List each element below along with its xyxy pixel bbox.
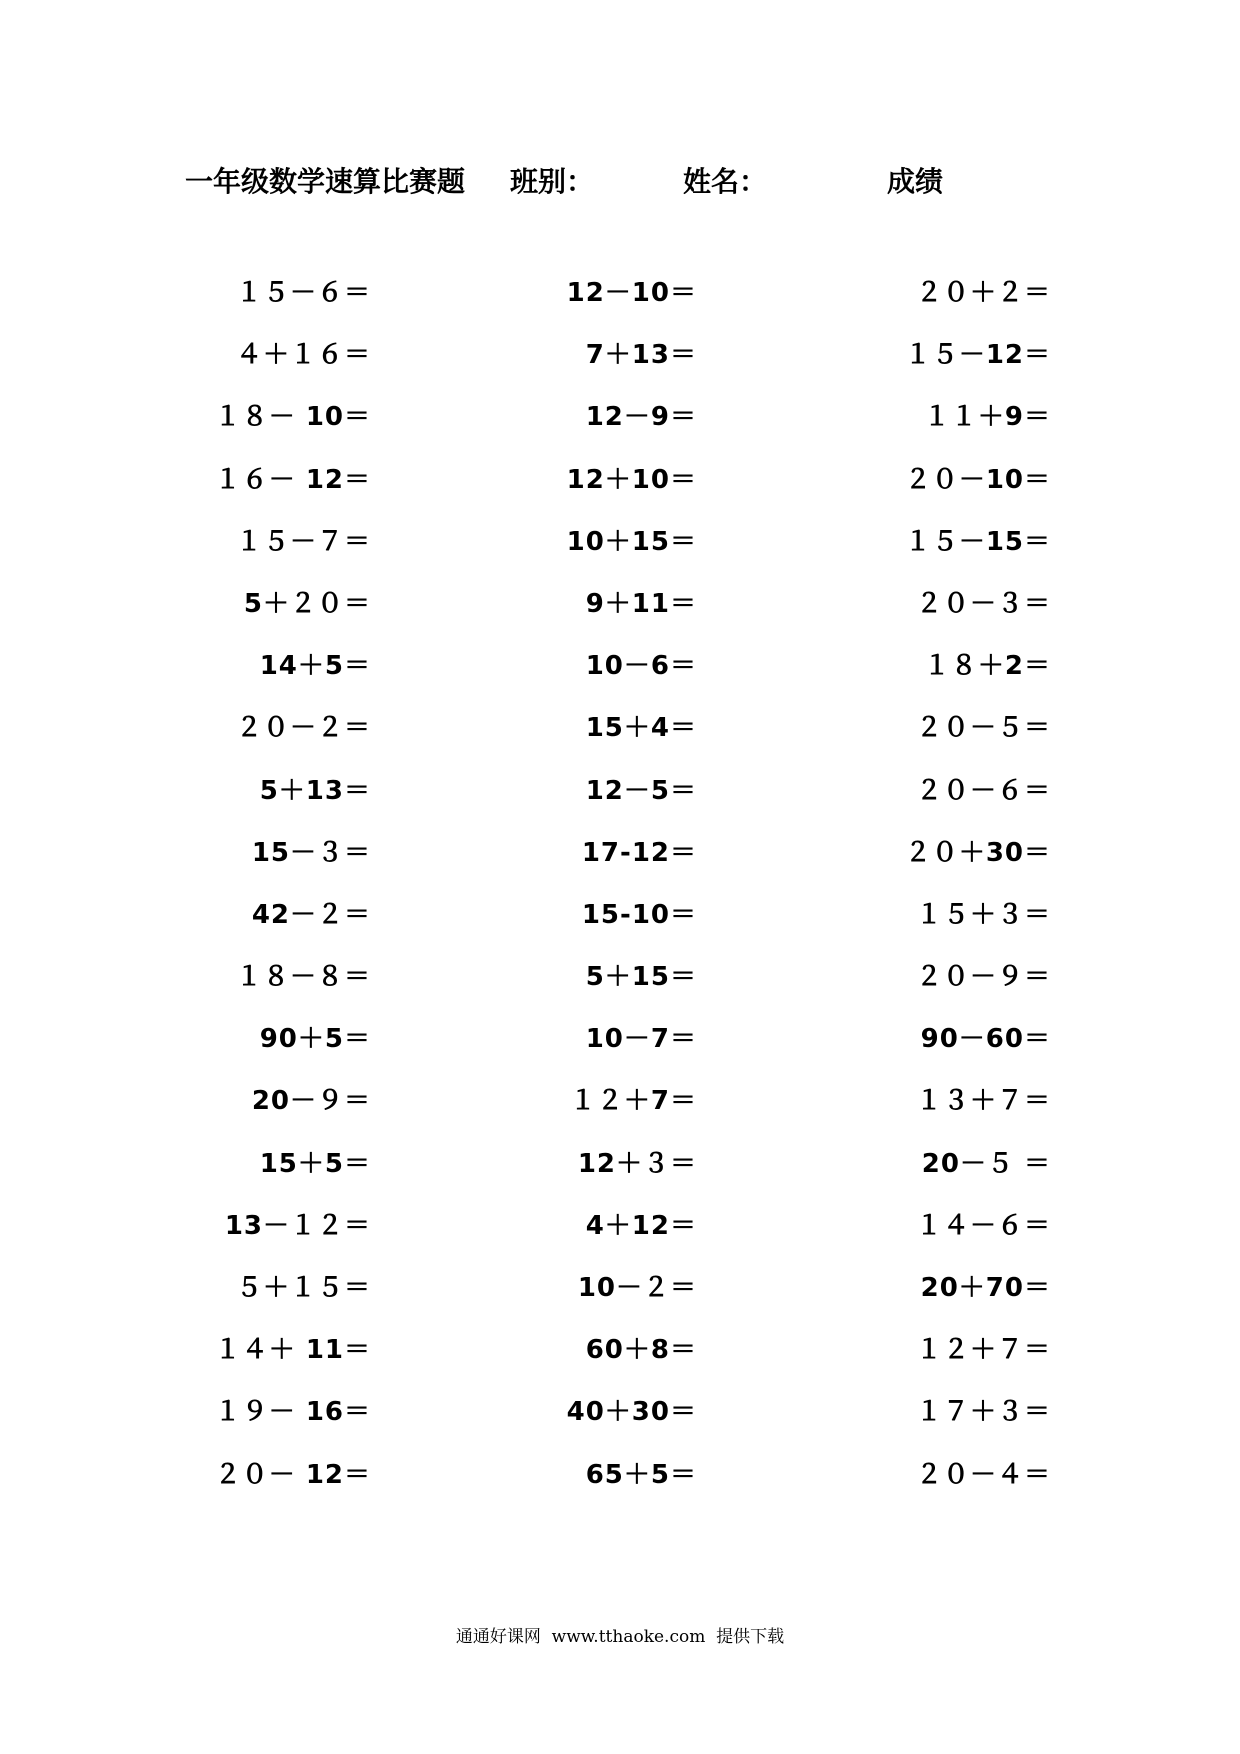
problem-item: １５－15＝ bbox=[904, 526, 1051, 557]
problem-item: ２０＋２＝ bbox=[915, 278, 1051, 308]
problem-item: ２０－ 12＝ bbox=[214, 1459, 371, 1490]
problem-item: １５＋３＝ bbox=[915, 899, 1051, 930]
problem-item: 20－９＝ bbox=[251, 1086, 371, 1117]
page-title: 一年级数学速算比赛题 bbox=[185, 165, 466, 198]
problem-item: 14＋5＝ bbox=[259, 651, 371, 682]
problem-item: 4＋12＝ bbox=[585, 1210, 697, 1241]
problem-item: 12＋10＝ bbox=[566, 464, 697, 495]
problem-item: ２０－９＝ bbox=[915, 962, 1051, 993]
problem-item: 90－60＝ bbox=[920, 1024, 1051, 1055]
problem-item: １５－６＝ bbox=[235, 278, 371, 308]
problem-item: 9＋11＝ bbox=[585, 588, 697, 619]
problem-item: １１＋9＝ bbox=[923, 402, 1051, 433]
problem-item: 20＋70＝ bbox=[920, 1273, 1051, 1303]
problem-item: 65＋5＝ bbox=[585, 1459, 697, 1490]
problem-item: 5＋２０＝ bbox=[243, 588, 371, 619]
problem-item: 10＋15＝ bbox=[566, 526, 697, 557]
problem-item: １８－ 10＝ bbox=[214, 402, 371, 433]
problem-item: 10－7＝ bbox=[585, 1024, 697, 1055]
problem-item: ２０－５＝ bbox=[915, 713, 1051, 744]
problem-item: 13－１２＝ bbox=[224, 1210, 371, 1241]
problem-item: ２０－４＝ bbox=[915, 1459, 1051, 1490]
problem-item: 12－9＝ bbox=[585, 402, 697, 433]
problem-item: 20－５ ＝ bbox=[921, 1148, 1051, 1179]
problem-item: １５－７＝ bbox=[235, 526, 371, 557]
problem-item: １２＋7＝ bbox=[569, 1086, 697, 1117]
problem-item: １７＋３＝ bbox=[915, 1397, 1051, 1428]
problem-item: ２０－２＝ bbox=[235, 713, 371, 744]
problem-item: １４－６＝ bbox=[915, 1210, 1051, 1241]
problem-item: 5＋15＝ bbox=[585, 962, 697, 993]
footer-credit: 通通好课网 www.tthaoke.com 提供下载 bbox=[455, 1627, 785, 1647]
problem-item: 90＋5＝ bbox=[259, 1024, 371, 1055]
problem-item: １６－ 12＝ bbox=[214, 464, 371, 495]
problem-item: 12－5＝ bbox=[585, 775, 697, 806]
problem-item: 12－10＝ bbox=[566, 278, 697, 308]
score-label: 成绩 bbox=[887, 165, 944, 198]
name-label: 姓名： bbox=[683, 165, 768, 198]
problem-item: 60＋8＝ bbox=[585, 1335, 697, 1366]
problem-item: 15-10＝ bbox=[581, 899, 697, 930]
problem-item: ２０－６＝ bbox=[915, 775, 1051, 806]
problem-item: １３＋７＝ bbox=[915, 1086, 1051, 1117]
problem-item: 12＋３＝ bbox=[577, 1148, 697, 1179]
problem-column-3 bbox=[600, 273, 1051, 1517]
problem-item: ２０＋30＝ bbox=[904, 837, 1051, 868]
problem-item: ２０－10＝ bbox=[904, 464, 1051, 495]
class-label: 班别： bbox=[510, 165, 595, 198]
problem-item: １５－12＝ bbox=[904, 340, 1051, 371]
problem-item: 15－３＝ bbox=[251, 837, 371, 868]
problem-item: １４＋ 11＝ bbox=[214, 1335, 371, 1366]
problem-item: １８－８＝ bbox=[235, 962, 371, 993]
problem-item: 7＋13＝ bbox=[585, 340, 697, 371]
problem-item: １２＋７＝ bbox=[915, 1335, 1051, 1366]
problem-item: ２０－３＝ bbox=[915, 588, 1051, 619]
problem-item: 40＋30＝ bbox=[566, 1397, 697, 1428]
problem-item: 42－２＝ bbox=[251, 899, 371, 930]
problem-item: 15＋5＝ bbox=[259, 1148, 371, 1179]
problem-item: 10－6＝ bbox=[585, 651, 697, 682]
problem-item: 17-12＝ bbox=[581, 837, 697, 868]
problem-item: １８＋2＝ bbox=[923, 651, 1051, 682]
problem-item: １９－ 16＝ bbox=[214, 1397, 371, 1428]
problem-item: 15＋4＝ bbox=[585, 713, 697, 744]
problem-item: ４＋１６＝ bbox=[235, 340, 371, 371]
worksheet-header bbox=[0, 160, 1240, 200]
problem-item: 5＋13＝ bbox=[259, 775, 371, 806]
problem-item: 10－２＝ bbox=[577, 1273, 697, 1303]
problem-item: ５＋１５＝ bbox=[235, 1273, 371, 1303]
